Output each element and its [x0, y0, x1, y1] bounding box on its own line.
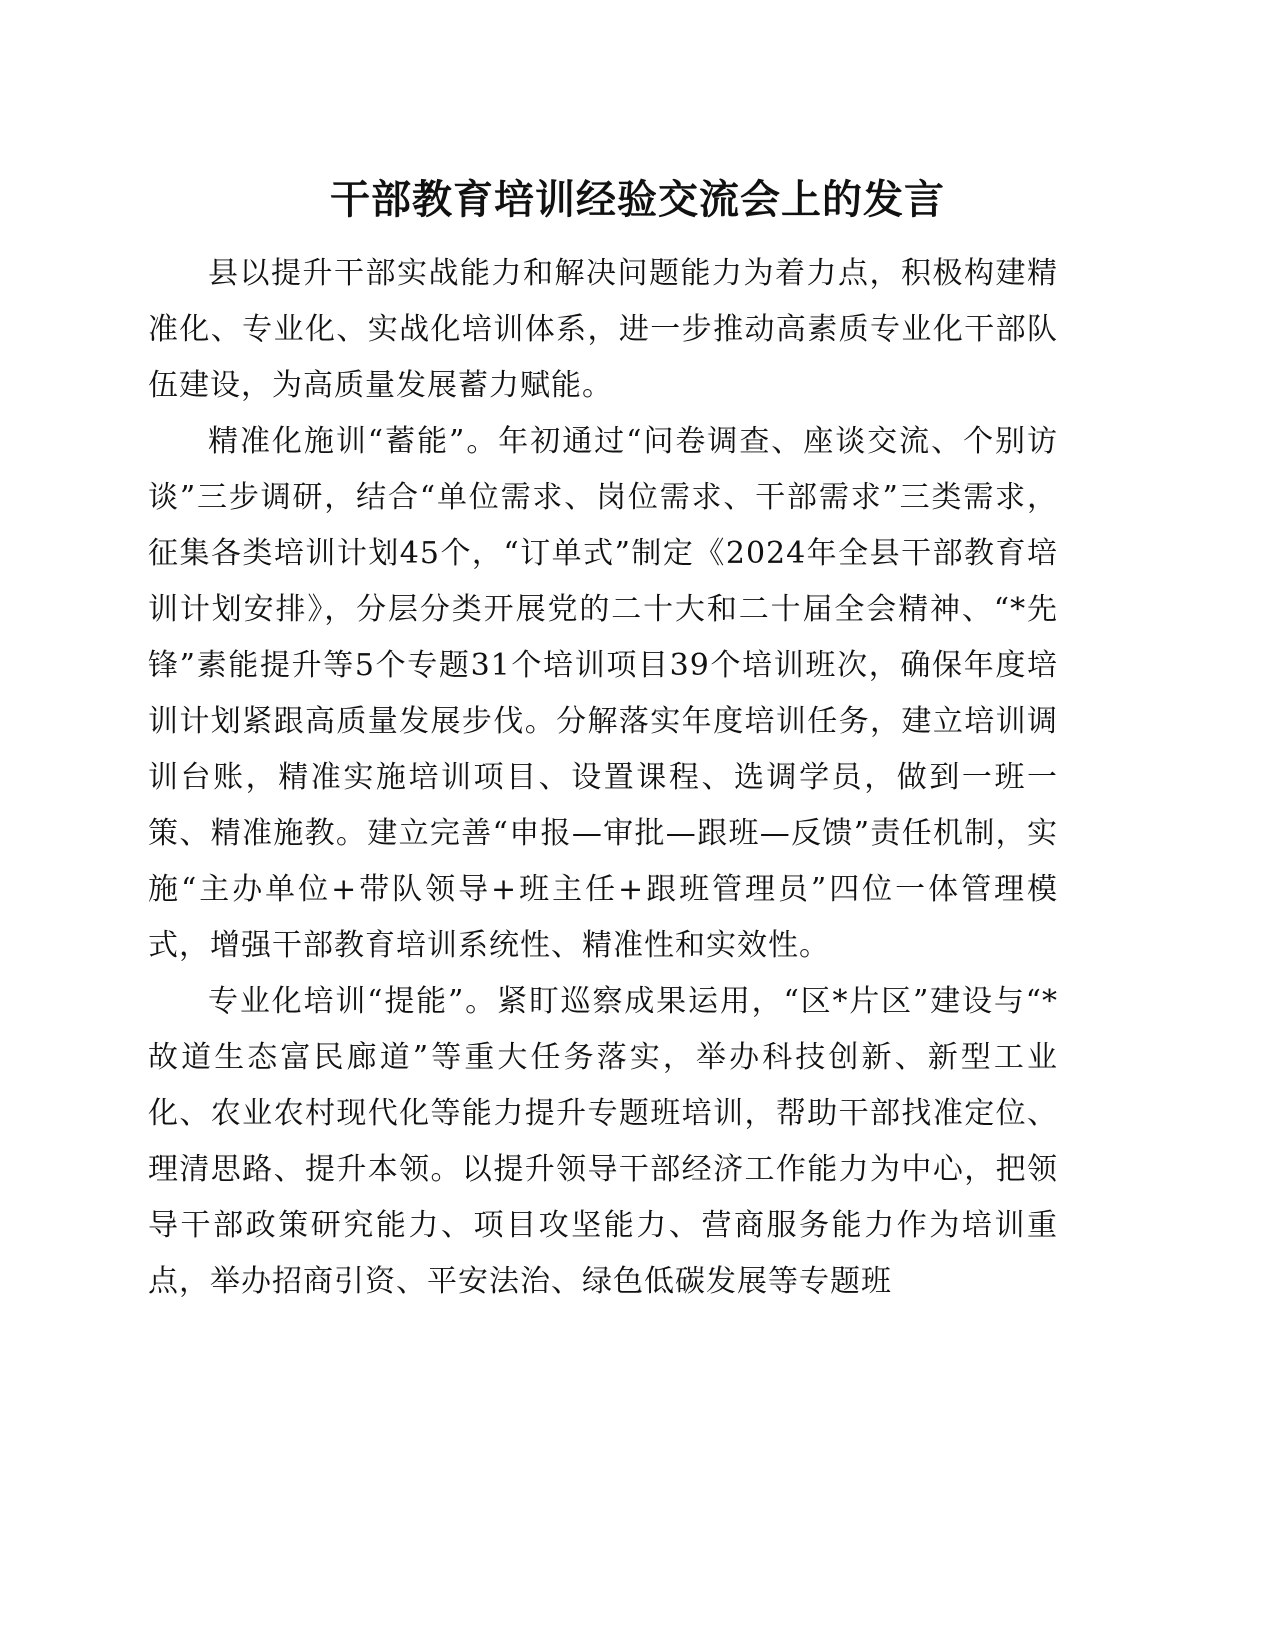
- paragraph-precision-training: 精准化施训“蓄能”。年初通过“问卷调查、座谈交流、个别访谈”三步调研，结合“单位需求、岗位需求、干部需求”三类需求，征集各类培训计划45个，“订单式”制定《2024年全县干部教育培训计划安排》，分层分类开展党的二十大和二十届全会精神、“*先锋”素能提升等5个专题31个培训项目39个培训班次，确保年度培训计划紧跟高质量发展步伐。分解落实年度培训任务，建立培训调训台账，精准实施培训项目、设置课程、选调学员，做到一班一策、精准施教。建立完善“申报—审批—跟班—反馈”责任机制，实施“主办单位+带队领导+班主任+跟班管理员”四位一体管理模式，增强干部教育培训系统性、精准性和实效性。: [148, 424, 1058, 963]
- paragraph-professional-training: 专业化培训“提能”。紧盯巡察成果运用，“区*片区”建设与“*故道生态富民廊道”等重大任务落实，举办科技创新、新型工业化、农业农村现代化等能力提升专题班培训，帮助干部找准定位、理清思路、提升本领。以提升领导干部经济工作能力为中心，把领导干部政策研究能力、项目攻坚能力、营商服务能力作为培训重点，举办招商引资、平安法治、绿色低碳发展等专题班: [148, 984, 1058, 1299]
- document-body: [148, 246, 1058, 1310]
- paragraph-intro: 县以提升干部实战能力和解决问题能力为着力点，积极构建精准化、专业化、实战化培训体系，进一步推动高素质专业化干部队伍建设，为高质量发展蓄力赋能。: [148, 256, 1058, 403]
- document-title: 干部教育培训经验交流会上的发言: [330, 176, 945, 223]
